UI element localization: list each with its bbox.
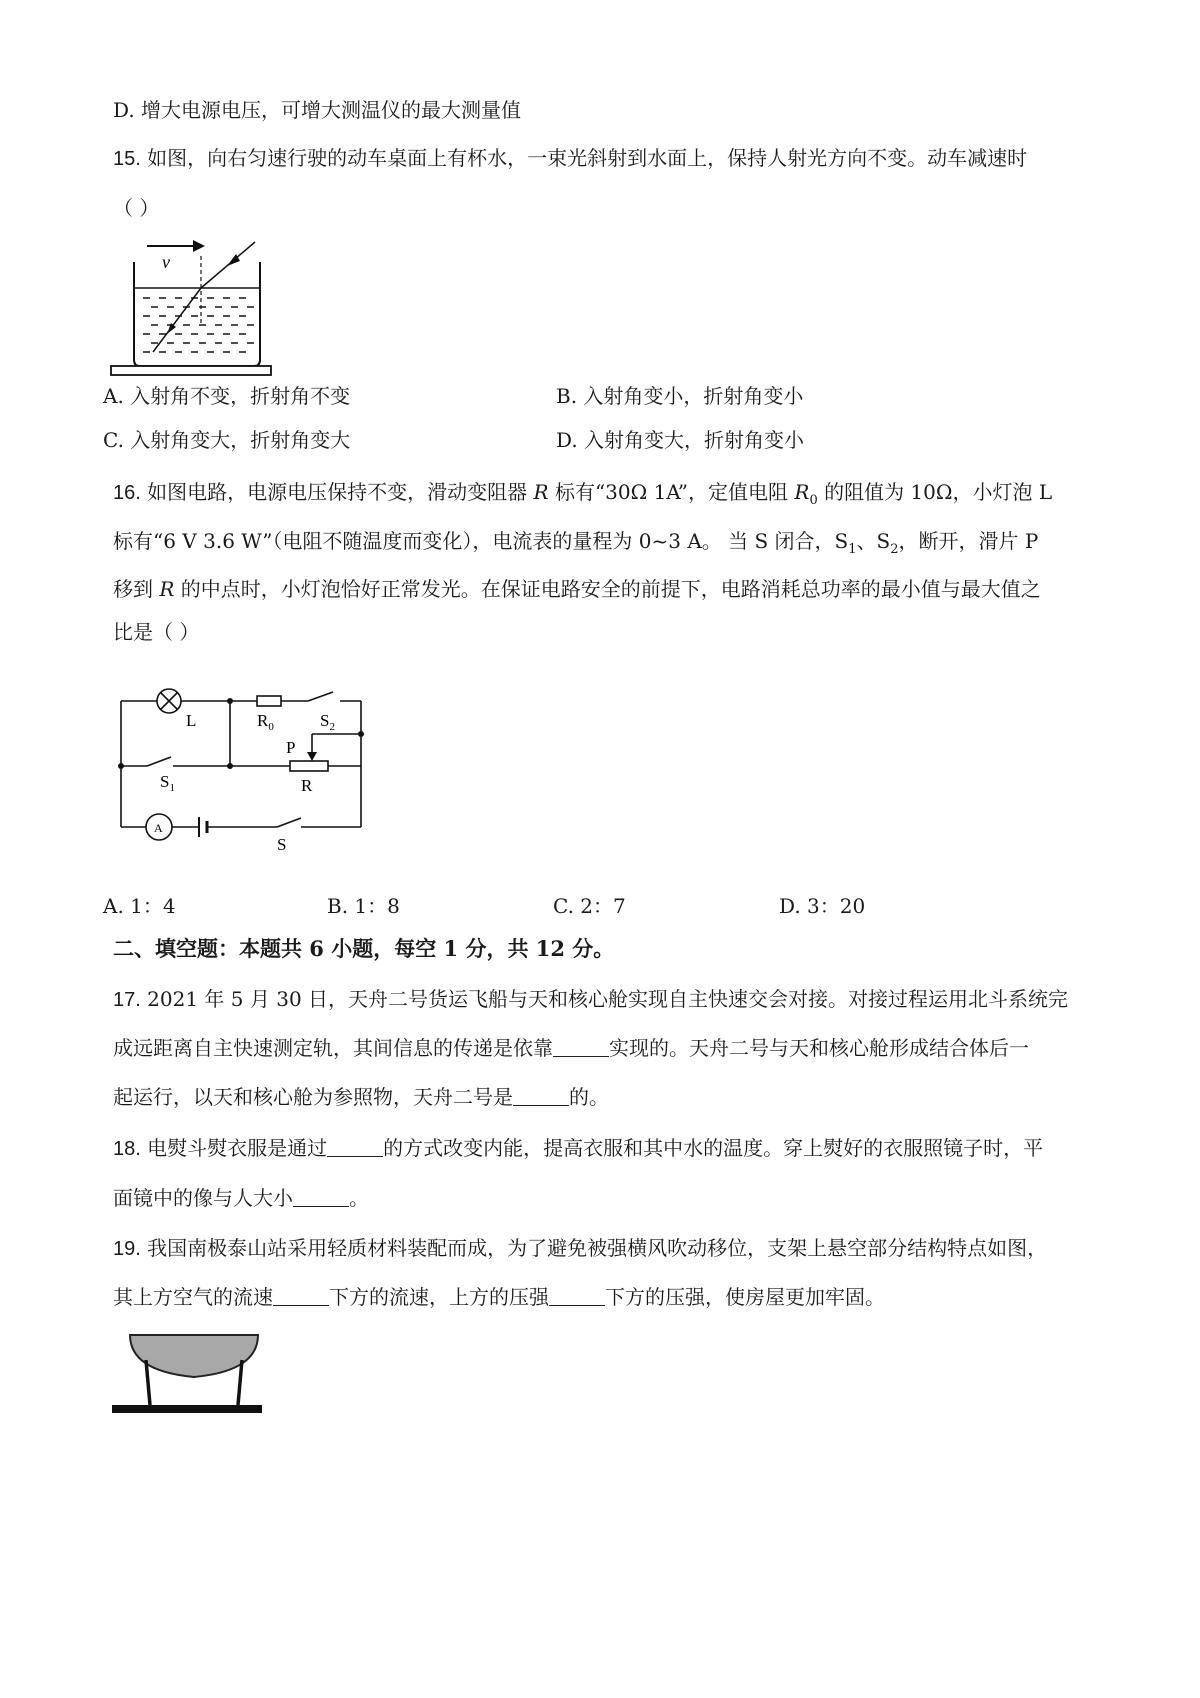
q16-line-1 <box>113 478 1052 515</box>
q15-velocity-label: v <box>162 252 170 272</box>
q17-text-1: 2021 年 5 月 30 日，天舟二号货运飞船与天和核心舱实现自主快速交会对接。对接过程运用北斗系统完 <box>140 987 1069 1011</box>
q19-line-2 <box>113 1283 885 1311</box>
q18-text-1a: 电熨斗熨衣服是通过 <box>140 1136 328 1160</box>
q19-text-1: 我国南极泰山站采用轻质材料装配而成，为了避免被强横风吹动移位，支架上悬空部分结构特点如图， <box>140 1236 1048 1260</box>
q16-text-1a: 如图电路，电源电压保持不变，滑动变阻器 <box>140 480 534 504</box>
q16-line-3 <box>113 575 1041 603</box>
q16-text-1b: 标有“30Ω 1A”，定值电阻 <box>548 480 795 504</box>
circuit-label-R: R <box>301 776 313 795</box>
q16-option-a: A. 1：4 <box>103 894 176 918</box>
q16-text-2a: 标有“6 V 3.6 W”（电阻不随温度而变化），电流表的量程为 0~3 A。 当 S 闭合，S <box>113 529 849 553</box>
q14-option-d: D. 增大电源电压，可增大测温仪的最大测量值 <box>113 98 522 122</box>
q15-figure-water-cup <box>105 234 275 384</box>
q17-line-3 <box>113 1083 609 1111</box>
q16-option-b: B. 1：8 <box>327 894 400 918</box>
circuit-label-S: S <box>277 835 287 854</box>
q17-number: 17. <box>113 989 141 1011</box>
q19-number: 19. <box>113 1238 141 1260</box>
q16-text-1c: 的阻值为 10Ω，小灯泡 L <box>817 480 1053 504</box>
ammeter-icon: A <box>154 821 163 835</box>
q16-line-4: 比是（ ） <box>113 620 200 644</box>
q16-circuit-diagram <box>115 684 375 854</box>
q16-text-2s1: 1 <box>848 542 857 557</box>
q19-figure-station-support <box>110 1325 270 1420</box>
q17-text-3a: 起运行，以天和核心舱为参照物，天舟二号是 <box>113 1085 513 1109</box>
q19-text-2a: 其上方空气的流速 <box>113 1285 273 1309</box>
q18-number: 18. <box>113 1138 141 1160</box>
q16-text-3b: 的中点时，小灯泡恰好正常发光。在保证电路安全的前提下，电路消耗总功率的最小值与最大值之 <box>174 577 1041 601</box>
circuit-label-P: P <box>286 738 296 757</box>
q16-number: 16. <box>113 482 141 504</box>
section-2-heading: 二、填空题：本题共 6 小题，每空 1 分，共 12 分。 <box>113 936 615 961</box>
q19-line-1 <box>113 1234 1047 1263</box>
q17-text-2b: 实现的。天舟二号与天和核心舱形成结合体后一 <box>609 1036 1029 1060</box>
q19-blank-2[interactable] <box>549 1305 605 1306</box>
q16-option-c: C. 2：7 <box>553 894 626 918</box>
circuit-label-S2: $S_2$ <box>320 711 335 733</box>
q18-blank-2[interactable] <box>293 1206 349 1207</box>
q18-blank-1[interactable] <box>327 1156 383 1157</box>
q17-blank-2[interactable] <box>513 1105 569 1106</box>
q15-number: 15. <box>113 148 141 170</box>
q16-text-3a: 移到 <box>113 577 160 601</box>
q16-line-2 <box>113 527 1038 564</box>
q17-line-2 <box>113 1034 1029 1062</box>
q19-text-2b: 下方的流速，上方的压强 <box>329 1285 549 1309</box>
q17-text-2a: 成远距离自主快速测定轨，其间信息的传递是依靠 <box>113 1036 553 1060</box>
q16-text-2s2: 2 <box>890 542 899 557</box>
q18-text-1b: 的方式改变内能，提高衣服和其中水的温度。穿上熨好的衣服照镜子时，平 <box>383 1136 1044 1160</box>
q18-line-1 <box>113 1134 1043 1163</box>
q19-blank-1[interactable] <box>273 1305 329 1306</box>
q17-text-3b: 的。 <box>569 1085 609 1109</box>
q16-text-3R: R <box>159 577 175 601</box>
q18-line-2 <box>113 1184 369 1212</box>
circuit-label-L: L <box>186 711 197 730</box>
q16-text-1R0-sub: 0 <box>809 493 818 508</box>
q15-option-a: A. 入射角不变，折射角不变 <box>103 384 351 408</box>
q18-text-2a: 面镜中的像与人大小 <box>113 1186 293 1210</box>
circuit-label-R0: $R_0$ <box>257 711 274 733</box>
q16-option-d: D. 3：20 <box>779 894 866 918</box>
q16-text-2b: 、S <box>856 529 891 553</box>
q16-text-2c: ，断开，滑片 P <box>898 529 1039 553</box>
q17-line-1 <box>113 985 1068 1014</box>
q15-stem <box>113 144 1027 173</box>
q17-blank-1[interactable] <box>553 1056 609 1057</box>
q15-option-c: C. 入射角变大，折射角变大 <box>103 428 351 452</box>
q15-stem-text: 如图，向右匀速行驶的动车桌面上有杯水，一束光斜射到水面上，保持人射光方向不变。动车减速时 <box>140 146 1028 170</box>
q16-text-1R: R <box>533 480 549 504</box>
q15-option-b: B. 入射角变小，折射角变小 <box>556 384 804 408</box>
q18-text-2b: 。 <box>349 1186 369 1210</box>
q16-text-1R0: R <box>794 480 810 504</box>
q15-answer-bracket: （ ） <box>113 196 160 220</box>
circuit-label-S1: $S_1$ <box>160 772 175 794</box>
q15-option-d: D. 入射角变大，折射角变小 <box>556 428 805 452</box>
q19-text-2c: 下方的压强，使房屋更加牢固。 <box>605 1285 885 1309</box>
